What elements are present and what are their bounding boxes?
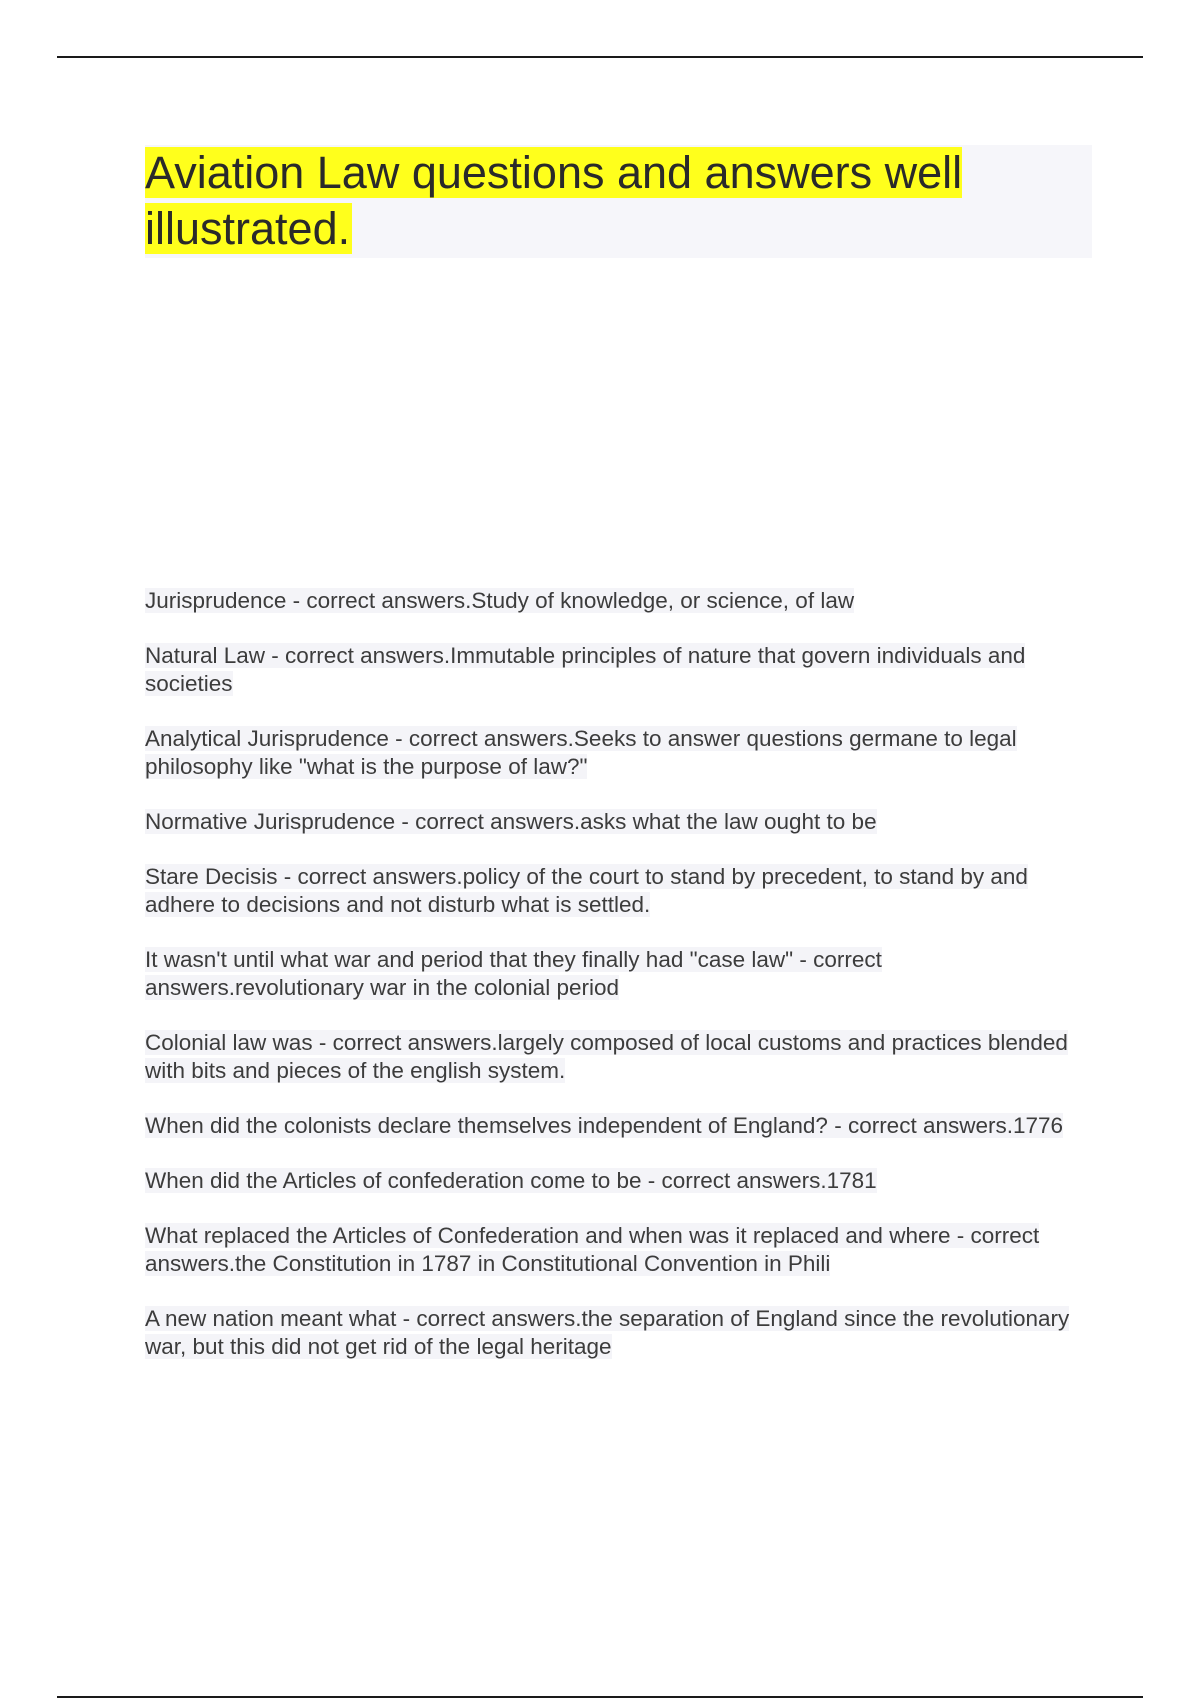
qa-item [145,587,1095,615]
page-title-highlight: Aviation Law questions and answers well illustrated. [145,147,963,254]
qa-text: Normative Jurisprudence - correct answers.asks what the law ought to be [145,809,877,834]
qa-item [145,725,1095,781]
qa-text: Analytical Jurisprudence - correct answers.Seeks to answer questions germane to legal philosophy like "what is the purpose of law?" [145,726,1017,779]
qa-text: It wasn't until what war and period that they finally had "case law" - correct answers.revolutionary war in the colonial period [145,947,882,1000]
qa-text: Stare Decisis - correct answers.policy of the court to stand by precedent, to stand by and adhere to decisions and not disturb what is settled. [145,864,1028,917]
bottom-rule [57,1696,1143,1698]
qa-item [145,1222,1095,1278]
top-rule [57,56,1143,58]
qa-text: Natural Law - correct answers.Immutable principles of nature that govern individuals and societies [145,643,1026,696]
page-title [145,145,1092,257]
qa-text: Jurisprudence - correct answers.Study of knowledge, or science, of law [145,588,855,613]
qa-item [145,1029,1095,1085]
qa-text: A new nation meant what - correct answers.the separation of England since the revolutionary war, but this did not get rid of the legal heritage [145,1306,1070,1359]
qa-item [145,946,1095,1002]
qa-text: What replaced the Articles of Confederation and when was it replaced and where - correct answers.the Constitution in 1787 in Constitutional Convention in Phili [145,1223,1040,1276]
qa-item [145,642,1095,698]
qa-item [145,863,1095,919]
qa-item [145,1112,1095,1140]
qa-item [145,1167,1095,1195]
qa-text: When did the Articles of confederation come to be - correct answers.1781 [145,1168,877,1193]
qa-list [145,587,1095,1388]
qa-text: Colonial law was - correct answers.largely composed of local customs and practices blended with bits and pieces of the english system. [145,1030,1068,1083]
qa-text: When did the colonists declare themselves independent of England? - correct answers.1776 [145,1113,1064,1138]
title-block [145,145,1092,258]
qa-item [145,1305,1095,1361]
qa-item [145,808,1095,836]
